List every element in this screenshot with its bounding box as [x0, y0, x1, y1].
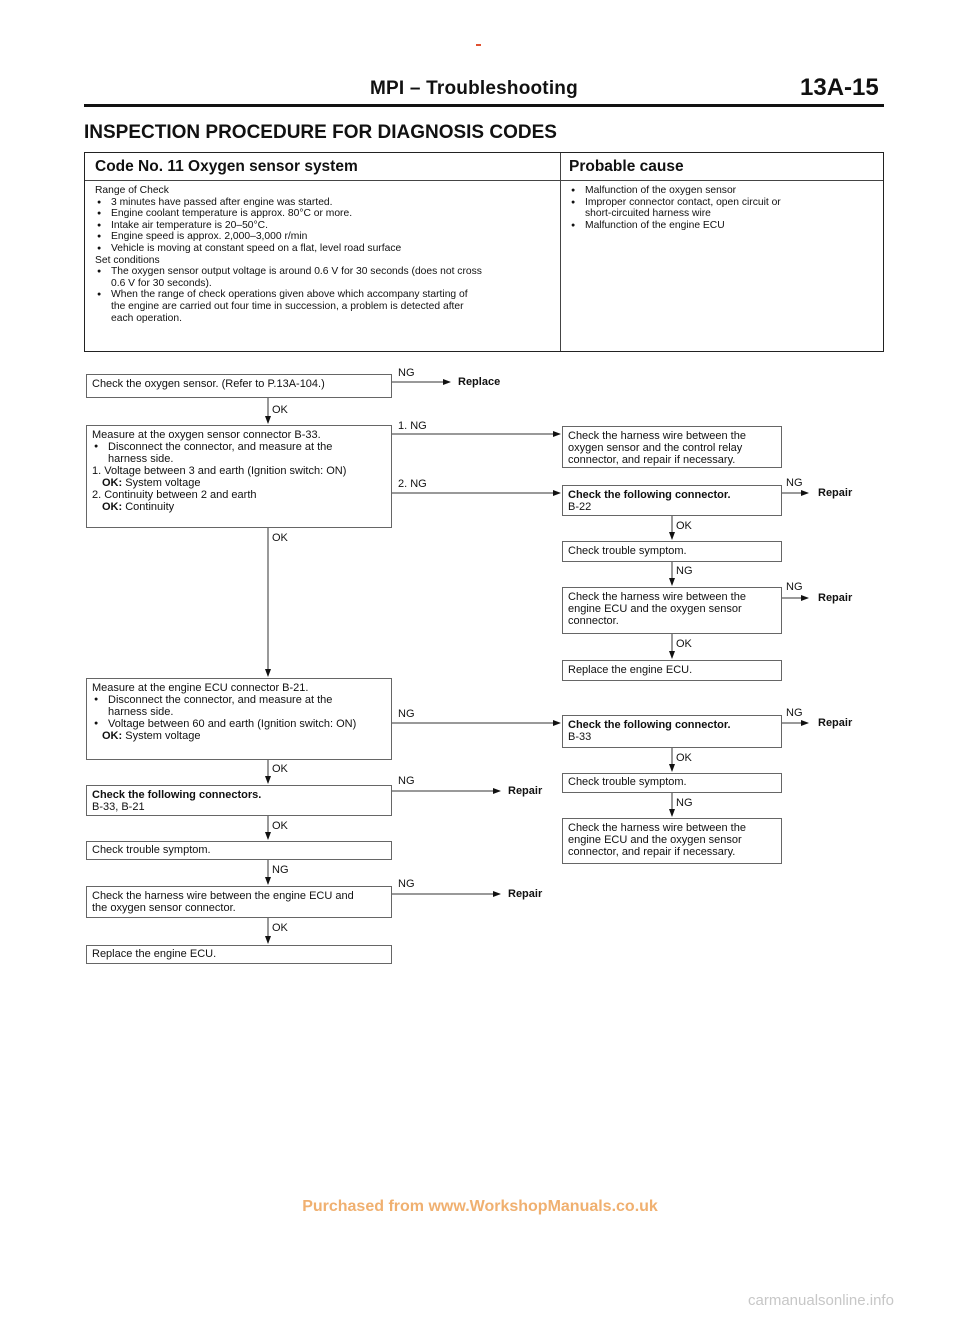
- ok-label: OK: [272, 820, 288, 832]
- step-text: Check trouble symptom.: [92, 844, 211, 856]
- step-bullet: [92, 694, 386, 718]
- step-text: Check trouble symptom.: [568, 545, 687, 557]
- ng-label: 1. NG: [398, 420, 427, 432]
- watermark: carmanualsonline.info: [748, 1292, 894, 1309]
- range-label: Range of Check: [95, 185, 169, 196]
- ok-criterion-label: OK:: [102, 730, 123, 742]
- step-item: 1. Voltage between 3 and earth (Ignition switch: ON): [92, 465, 347, 477]
- step-text: Measure at the oxygen sensor connector B-33.: [92, 429, 321, 441]
- text-line: ● Disconnect the connector, and measure at the: [108, 694, 333, 706]
- step-text: Measure at the engine ECU connector B-21.: [92, 682, 309, 694]
- ok-criterion-label: OK:: [102, 501, 123, 513]
- ok-label: OK: [272, 922, 288, 934]
- step-text: Check trouble symptom.: [568, 776, 687, 788]
- measure-oxygen-sensor-connector-box: [86, 425, 392, 528]
- text-line: Check the harness wire between the: [568, 822, 746, 834]
- ok-label: OK: [272, 763, 288, 775]
- replace-ecu-box: [562, 660, 782, 681]
- range-item: ● Vehicle is moving at constant speed on a flat, level road surface: [95, 243, 551, 255]
- section-title: INSPECTION PROCEDURE FOR DIAGNOSIS CODES: [84, 122, 557, 143]
- step-text: Check the following connector.: [568, 719, 731, 731]
- text-line: harness side.: [108, 706, 174, 718]
- text-line: connector.: [568, 615, 619, 627]
- text-line: connector, and repair if necessary.: [568, 846, 736, 858]
- check-trouble-symptom-box: [562, 773, 782, 793]
- text-line: Check the harness wire between the: [568, 430, 746, 442]
- ng-label: NG: [398, 878, 415, 890]
- measure-ecu-connector-box: [86, 678, 392, 760]
- range-item: ● 3 minutes have passed after engine was started.: [95, 197, 551, 209]
- check-trouble-symptom-box: [86, 841, 392, 860]
- ok-label: OK: [272, 404, 288, 416]
- cause-item: ● Malfunction of the engine ECU: [569, 220, 874, 232]
- text-line: each operation.: [111, 312, 182, 324]
- repair-result: Repair: [818, 487, 853, 499]
- check-connector-b22-box: [562, 485, 782, 516]
- text-line: engine ECU and the oxygen sensor: [568, 834, 742, 846]
- repair-result: Repair: [508, 888, 543, 900]
- step-text: Replace the engine ECU.: [92, 948, 217, 960]
- step-text: Check the following connector.: [568, 489, 731, 501]
- ok-label: OK: [676, 752, 692, 764]
- check-connectors-box: [86, 785, 392, 816]
- step-text: Check the oxygen sensor. (Refer to P.13A-104.): [92, 378, 325, 390]
- step-bullet: ● Voltage between 60 and earth (Ignition switch: ON): [92, 718, 386, 730]
- check-connector-b33-box: [562, 715, 782, 748]
- connector-code: B-33: [568, 731, 592, 743]
- ok-label: OK: [272, 532, 288, 544]
- footer-source-note: Purchased from www.WorkshopManuals.co.uk: [302, 1198, 658, 1215]
- ok-criterion: System voltage: [125, 730, 201, 742]
- check-harness-relay-box: [562, 426, 782, 468]
- ng-label: NG: [398, 775, 415, 787]
- text-line: ● Disconnect the connector, and measure at the: [108, 441, 333, 453]
- page-header-title: MPI – Troubleshooting: [370, 78, 578, 99]
- replace-result: Replace: [458, 376, 501, 388]
- replace-ecu-box: [86, 945, 392, 964]
- ok-label: OK: [676, 638, 692, 650]
- step-bullet: [92, 441, 386, 465]
- text-line: harness side.: [108, 453, 174, 465]
- ng-label: 2. NG: [398, 478, 427, 490]
- range-item: ● Intake air temperature is 20–50°C.: [95, 220, 551, 232]
- ok-label: OK: [676, 520, 692, 532]
- text-line: Check the harness wire between the: [568, 591, 746, 603]
- text-line: the engine are carried out four time in succession, a problem is detected after: [111, 300, 464, 312]
- text-line: ● When the range of check operations given above which accompany starting of: [111, 289, 468, 301]
- text-line: ● The oxygen sensor output voltage is around 0.6 V for 30 seconds (does not cross: [111, 266, 482, 278]
- check-oxygen-sensor-box: [86, 374, 392, 398]
- ng-label: NG: [786, 707, 803, 719]
- connector-codes: B-33, B-21: [92, 801, 145, 813]
- ng-label: NG: [272, 864, 289, 876]
- range-item: ● Engine speed is approx. 2,000–3,000 r/min: [95, 231, 551, 243]
- page-number: 13A-15: [800, 74, 879, 101]
- ok-criterion-label: OK:: [102, 477, 123, 489]
- step-item: 2. Continuity between 2 and earth: [92, 489, 257, 501]
- cause-item: ● Malfunction of the oxygen sensor: [569, 185, 874, 197]
- ng-label: NG: [398, 367, 415, 379]
- ng-label: NG: [676, 797, 693, 809]
- ng-label: NG: [786, 581, 803, 593]
- check-harness-ecu-sensor-box: [86, 886, 392, 918]
- probable-cause-header: Probable cause: [569, 158, 684, 175]
- check-harness-ecu-sensor-box: [562, 587, 782, 634]
- step-text: Check the following connectors.: [92, 789, 262, 801]
- ng-label: NG: [786, 477, 803, 489]
- check-trouble-symptom-box: [562, 541, 782, 562]
- connector-code: B-22: [568, 501, 592, 513]
- text-line: connector, and repair if necessary.: [568, 454, 736, 466]
- ng-label: NG: [676, 565, 693, 577]
- repair-result: Repair: [818, 717, 853, 729]
- repair-result: Repair: [508, 785, 543, 797]
- set-conditions-label: Set conditions: [95, 254, 160, 266]
- repair-result: Repair: [818, 592, 853, 604]
- step-text: Replace the engine ECU.: [568, 664, 693, 676]
- ok-criterion: Continuity: [125, 501, 175, 513]
- text-line: ● Improper connector contact, open circuit or: [585, 196, 781, 208]
- ok-criterion: System voltage: [125, 477, 201, 489]
- text-line: short-circuited harness wire: [585, 208, 711, 220]
- check-harness-repair-box: [562, 818, 782, 864]
- range-item: ● Engine coolant temperature is approx. 80°C or more.: [95, 208, 551, 220]
- text-line: 0.6 V for 30 seconds).: [111, 277, 212, 289]
- code-header: Code No. 11 Oxygen sensor system: [95, 158, 358, 175]
- ng-label: NG: [398, 708, 415, 720]
- text-line: Check the harness wire between the engine ECU and: [92, 890, 354, 902]
- text-line: oxygen sensor and the control relay: [568, 442, 743, 454]
- text-line: engine ECU and the oxygen sensor: [568, 603, 742, 615]
- text-line: the oxygen sensor connector.: [92, 902, 236, 914]
